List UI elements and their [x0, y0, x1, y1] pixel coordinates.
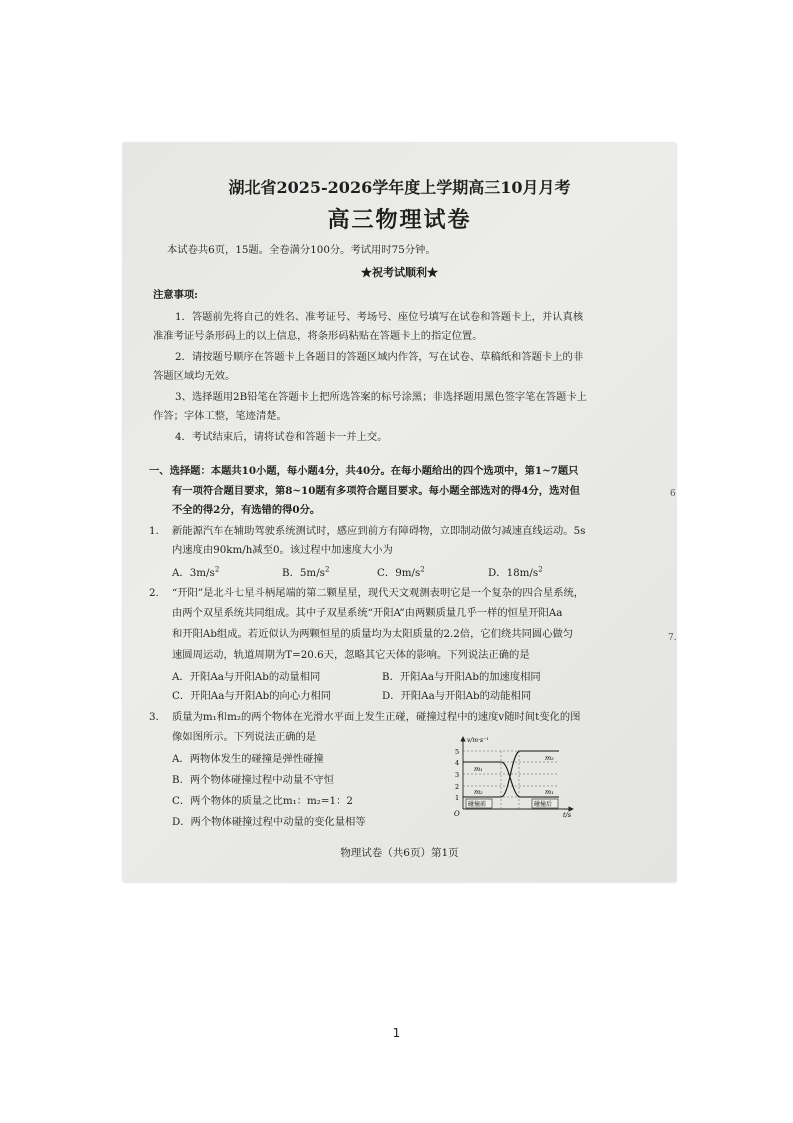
before-collision-label: 碰撞前 [468, 801, 487, 808]
page-footer: 物理试卷（共6页）第1页 [340, 847, 459, 859]
q3-option-d: D．两个物体碰撞过程中动量的变化量相等 [172, 816, 366, 828]
notice-item-3-line-2: 作答；字体工整，笔迹清楚。 [153, 410, 287, 422]
scanned-exam-page [123, 143, 676, 882]
q1-line-1: 新能源汽车在辅助驾驶系统测试时，感应到前方有障碍物，立即制动做匀减速直线运动。5s [172, 525, 586, 537]
q2-option-a: A．开阳Aa与开阳Ab的动量相同 [172, 671, 321, 683]
q3-option-a: A．两物体发生的碰撞是弹性碰撞 [172, 753, 324, 765]
q3-line-2: 像如图所示。下列说法正确的是 [172, 731, 317, 743]
q2-option-d: D．开阳Aa与开阳Ab的动能相同 [382, 690, 532, 702]
m1-label-before: m₁ [474, 765, 483, 773]
v-tick-2: 2 [455, 783, 460, 791]
after-collision-label: 碰撞后 [534, 801, 553, 808]
m2-label-before: m₂ [474, 788, 483, 796]
q3-option-c: C．两个物体的质量之比m₁：m₂=1：2 [172, 795, 353, 807]
q1-option-c: C．$9m/s^2$ [377, 565, 425, 579]
q2-line-1: “开阳”是北斗七星斗柄尾端的第二颗星星，现代天文观测表明它是一个复杂的四合星系统， [172, 587, 585, 599]
q1-option-d: D．$18m/s^2$ [488, 565, 543, 579]
q3-line-1: 质量为m₁和m₂的两个物体在光滑水平面上发生正碰，碰撞过程中的速度v随时间t变化的图 [172, 711, 581, 723]
v-tick-3: 3 [455, 771, 460, 779]
blessing-line: ★祝考试顺利★ [361, 266, 438, 279]
notice-item-1-line-1: 1．答题前先将自己的姓名、准考证号、考场号、座位号填写在试卷和答题卡上，并认真核 [175, 311, 584, 323]
edge-mark-7: 7. [668, 633, 677, 643]
q1-line-2: 内速度由90km/h减至0。该过程中加速度大小为 [172, 544, 393, 556]
q1-number: 1. [149, 525, 159, 537]
notice-heading: 注意事项: [153, 289, 198, 301]
q2-line-3: 和开阳Ab组成。若近似认为两颗恒星的质量均为太阳质量的2.2倍，它们绕共同圆心做匀 [172, 628, 574, 640]
velocity-time-graph [449, 733, 579, 818]
q3-option-b: B．两个物体碰撞过程中动量不守恒 [172, 774, 335, 786]
q2-line-2: 由两个双星系统共同组成。其中子双星系统“开阳A”由两颗质量几乎一样的恒星开阳Aa [172, 607, 563, 619]
edge-mark-6: 6 [670, 489, 676, 499]
m1-label-after: m₁ [545, 788, 554, 796]
exam-title: 湖北省2025-2026学年度上学期高三10月月考 [228, 178, 571, 197]
v-tick-5: 5 [455, 748, 460, 756]
exam-info: 本试卷共6页，15题。全卷满分100分。考试用时75分钟。 [167, 244, 436, 256]
notice-item-2-line-1: 2．请按题号顺序在答题卡上各题目的答题区域内作答，写在试卷、草稿纸和答题卡上的非 [175, 351, 584, 363]
v-axis-label: v/m·s⁻¹ [467, 737, 489, 744]
q2-line-4: 速圆周运动，轨道周期为T=20.6天，忽略其它天体的影响。下列说法正确的是 [172, 649, 530, 661]
section-1-line-1: 一、选择题：本题共10小题，每小题4分，共40分。在每小题给出的四个选项中，第1~7题只 [149, 465, 579, 477]
section-1-line-2: 有一项符合题目要求，第8~10题有多项符合题目要求。每小题全部选对的得4分，选对但 [172, 485, 580, 497]
v-tick-4: 4 [455, 759, 460, 767]
m2-label-after: m₂ [545, 754, 554, 762]
notice-item-2-line-2: 答题区域均无效。 [153, 370, 236, 382]
q2-option-b: B．开阳Aa与开阳Ab的加速度相同 [382, 671, 541, 683]
v-tick-1: 1 [455, 794, 460, 802]
q2-number: 2. [149, 587, 159, 599]
notice-item-4-line-1: 4．考试结束后，请将试卷和答题卡一并上交。 [175, 431, 388, 443]
exam-subtitle: 高三物理试卷 [327, 207, 472, 233]
origin-label: O [454, 810, 460, 818]
q3-number: 3. [149, 711, 159, 723]
q1-option-b: B．$5m/s^2$ [282, 565, 330, 579]
notice-item-1-line-2: 准准考证号条形码上的以上信息，将条形码粘贴在答题卡上的指定位置。 [153, 330, 483, 342]
q1-option-a: A．$3m/s^2$ [172, 565, 220, 579]
page-number: 1 [392, 1026, 401, 1040]
t-axis-label: t/s [563, 811, 572, 818]
section-1-line-3: 不全的得2分，有选错的得0分。 [172, 504, 321, 516]
notice-item-3-line-1: 3、选择题用2B铅笔在答题卡上把所选答案的标号涂黑；非选择题用黑色签字笔在答题卡上 [175, 391, 587, 403]
q2-option-c: C．开阳Aa与开阳Ab的向心力相同 [172, 690, 332, 702]
